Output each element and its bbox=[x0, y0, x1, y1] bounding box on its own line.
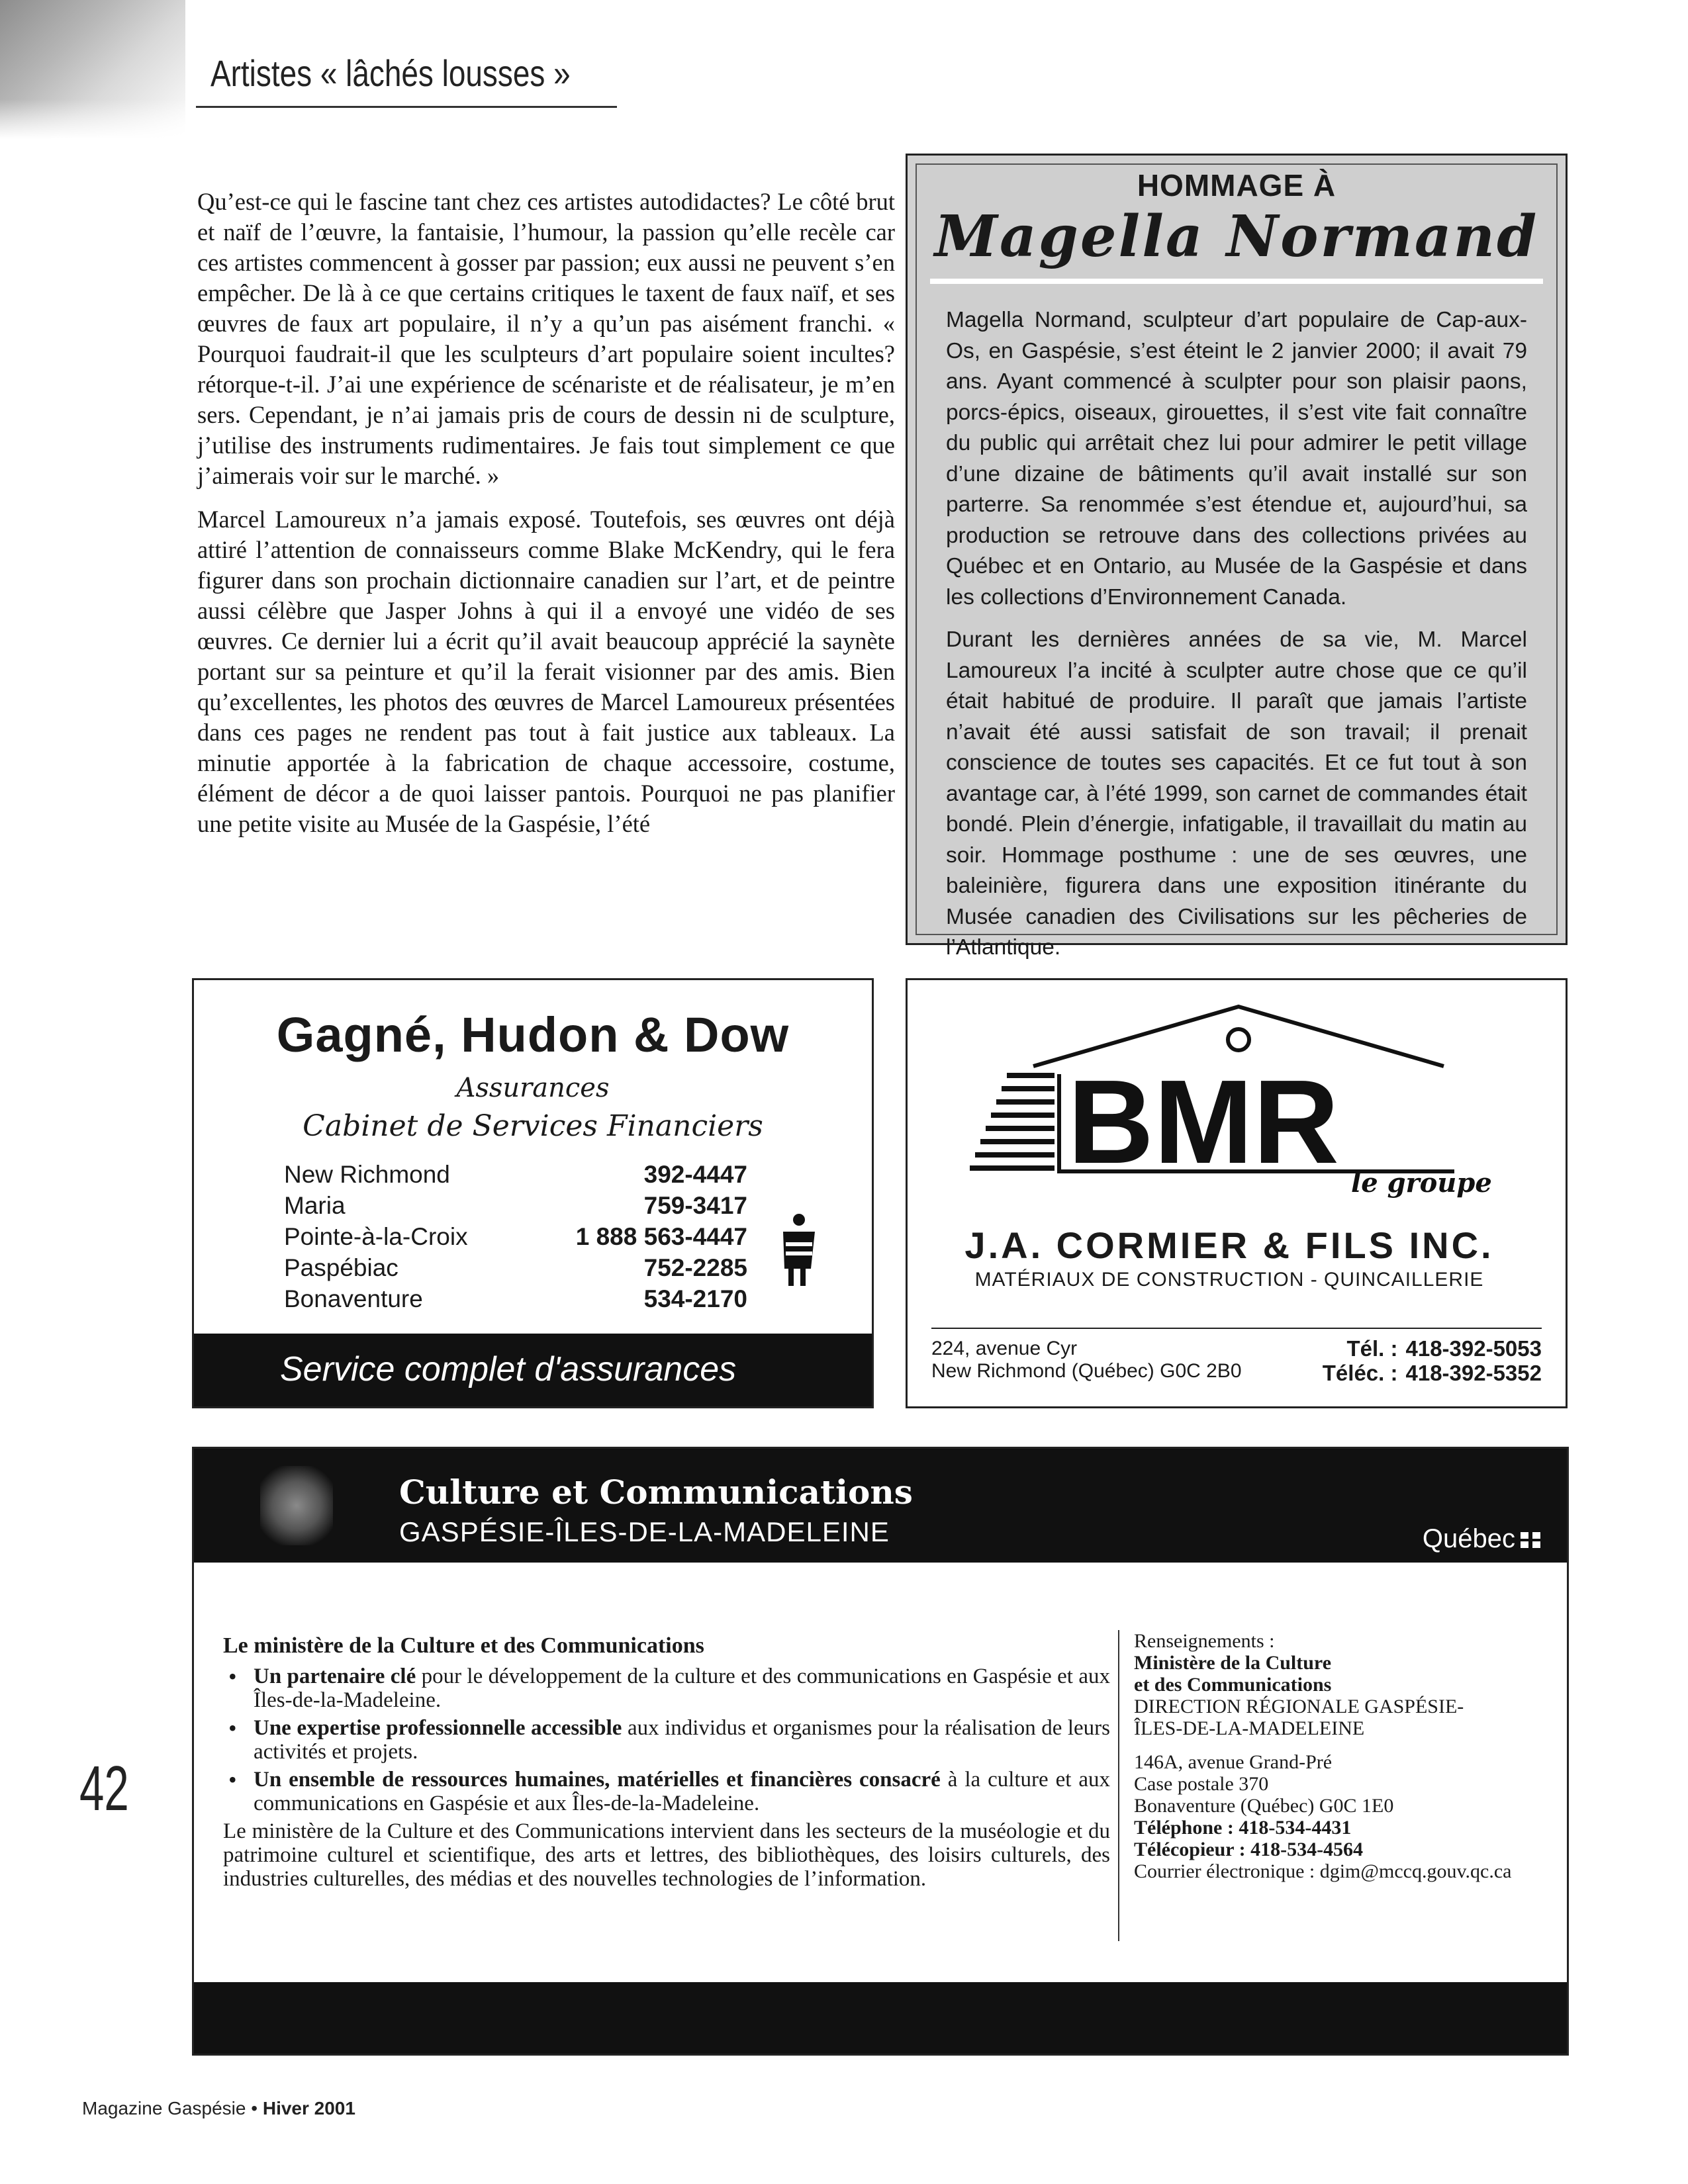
hommage-separator bbox=[930, 279, 1543, 284]
culture-description bbox=[223, 1634, 1110, 1891]
office-phone: 534-2170 bbox=[643, 1285, 747, 1312]
hommage-heading: HOMMAGE À bbox=[1137, 168, 1336, 203]
insurance-mark-icon bbox=[776, 1212, 819, 1291]
bmr-company-name: J.A. CORMIER & FILS INC. bbox=[964, 1224, 1494, 1266]
contact-email: Courrier électronique : dgim@mccq.gouv.qc.ca bbox=[1134, 1860, 1512, 1882]
office-city: Bonaventure bbox=[284, 1285, 423, 1312]
office-phone: 752-2285 bbox=[643, 1254, 747, 1281]
hommage-paragraph: Magella Normand, sculpteur d’art populaire de Cap-aux-Os, en Gaspésie, s’est éteint le 2 janvier 2000; il avait 79 ans. Ayant commencé à sculpter pour son plaisir paons, porcs-épics, oiseaux, girouettes, il s’est vite fait connaître du public qui arrêtait chez lui pour admirer le petit village d’une dizaine de bâtiments qu’il avait installé sur son parterre. Sa renommée s’est étendue et, aujourd’hui, sa production se retrouve dans des collections privées au Québec et en Ontario, au Musée de la Gaspésie et dans les collections d’Environnement Canada. bbox=[946, 308, 1527, 610]
culture-paragraph: Le ministère de la Culture et des Communications intervient dans les secteurs de la muséologie et du patrimoine culturel et scientifique, des arts et lettres, des bibliothèques, des loisirs culturels, des industries culturelles, des médias et des nouvelles technologies de l’information. bbox=[223, 1819, 1110, 1891]
culture-lead: Le ministère de la Culture et des Communications bbox=[223, 1633, 704, 1658]
column-divider bbox=[1118, 1630, 1119, 1941]
bmr-rule bbox=[931, 1328, 1542, 1329]
page-number: 42 bbox=[79, 1753, 129, 1824]
hommage-box bbox=[906, 154, 1568, 960]
culture-bullet bbox=[223, 1768, 1110, 1815]
bullet-text: aux individus et organismes pour la réalisation de leurs activités et projets. bbox=[254, 1716, 1110, 1764]
quebec-logo bbox=[1423, 1524, 1540, 1554]
office-city: New Richmond bbox=[284, 1161, 450, 1188]
contact-info bbox=[1134, 1630, 1558, 1882]
gagne-subtitle: Cabinet de Services Financiers bbox=[303, 1109, 763, 1143]
quebec-flag-icon bbox=[1521, 1532, 1540, 1548]
office-city: Paspébiac bbox=[284, 1254, 399, 1281]
office-row bbox=[284, 1283, 747, 1314]
culture-bullet bbox=[223, 1664, 1110, 1712]
bullet-bold: Un partenaire clé bbox=[254, 1664, 416, 1688]
culture-communications-ad bbox=[192, 1447, 1569, 2056]
office-row bbox=[284, 1221, 747, 1252]
culture-header-band bbox=[194, 1449, 1567, 1563]
magazine-name: Magazine Gaspésie • bbox=[82, 2098, 263, 2118]
page-title: Artistes « lâchés lousses » bbox=[211, 52, 571, 94]
gagne-subtitle: Assurances bbox=[456, 1073, 610, 1103]
office-city: Maria bbox=[284, 1192, 346, 1219]
bmr-tel: 418-392-5053 bbox=[1405, 1336, 1542, 1361]
gagne-logo-text: Gagné, Hudon & Dow bbox=[276, 1007, 790, 1062]
culture-subtitle: GASPÉSIE-ÎLES-DE-LA-MADELEINE bbox=[399, 1516, 890, 1547]
article-paragraph: Marcel Lamoureux n’a jamais exposé. Toutefois, ses œuvres ont déjà attiré l’attention de connaisseurs comme Blake McKendry, qui le fera figurer dans son prochain dictionnaire canadien sur l’art, et de peintre aussi célèbre que Jasper Johns à qui il a envoyé une vidéo de ses œuvres. Ce dernier lui a écrit qu’il avait beaucoup apprécié la saynète portant sur sa peinture et qu’il la ferait visionner par des amis. Bien qu’excellentes, les photos des œuvres de Marcel Lamoureux présentées dans ces pages ne rendent pas tout à fait justice aux tableaux. La minutie apportée à la fabrication de chaque accessoire, costume, élément de décor a de quoi laisser pantois. Pourquoi ne pas planifier une petite visite au Musée de la Gaspésie, l’été bbox=[197, 506, 895, 837]
bmr-fax-row bbox=[1298, 1361, 1542, 1385]
culture-footer-band bbox=[194, 1982, 1567, 2054]
bmr-address-line: 224, avenue Cyr bbox=[931, 1338, 1078, 1359]
bullet-text: à la culture et aux communications en Gaspésie et aux Îles-de-la-Madeleine. bbox=[254, 1768, 1111, 1815]
hommage-paragraph: Durant les dernières années de sa vie, M. Marcel Lamoureux l’a incité à sculpter autre chose que ce qu’il était habitué de produire. Il paraît que jamais l’artiste n’avait été aussi satisfait de son travail; il prenait conscience de toutes ses capacités. Et ce fut tout à son avantage car, à l’été 1999, son carnet de commandes était bondé. Plein d’énergie, infatigable, il travaillait du matin au soir. Hommage posthume : une de ses œuvres, une baleinière, figurera dans une exposition itinérante du Musée canadien des Civilisations sur les pêcheries de l’Atlantique. bbox=[946, 627, 1527, 960]
contact-org: Ministère de la Culture bbox=[1134, 1652, 1332, 1674]
contact-phone: Téléphone : 418-534-4431 bbox=[1134, 1817, 1352, 1839]
gagne-hudon-dow-ad bbox=[192, 978, 874, 1408]
bmr-address bbox=[931, 1338, 1242, 1383]
bmr-address-line: New Richmond (Québec) G0C 2B0 bbox=[931, 1360, 1242, 1382]
bmr-tel-label: Tél. : bbox=[1346, 1336, 1398, 1361]
bmr-fax-label: Téléc. : bbox=[1322, 1361, 1398, 1385]
office-row bbox=[284, 1159, 747, 1190]
torn-paper-texture bbox=[0, 0, 185, 139]
contact-gap bbox=[1134, 1739, 1558, 1751]
building-photo bbox=[260, 1466, 333, 1545]
magazine-issue: Hiver 2001 bbox=[262, 2098, 355, 2118]
office-row bbox=[284, 1190, 747, 1221]
bullet-bold: Un ensemble de ressources humaines, matérielles et financières consacré bbox=[254, 1768, 941, 1792]
office-city: Pointe-à-la-Croix bbox=[284, 1223, 468, 1250]
magazine-footer bbox=[82, 2098, 355, 2119]
title-rule bbox=[196, 106, 617, 108]
contact-address: Bonaventure (Québec) G0C 1E0 bbox=[1134, 1795, 1394, 1817]
culture-bullet bbox=[223, 1716, 1110, 1764]
bmr-ad bbox=[906, 978, 1568, 1408]
article-body bbox=[197, 187, 895, 852]
contact-heading: Renseignements : bbox=[1134, 1630, 1275, 1652]
contact-fax: Télécopieur : 418-534-4564 bbox=[1134, 1839, 1364, 1860]
quebec-wordmark: Québec bbox=[1422, 1524, 1515, 1553]
bmr-phones bbox=[1298, 1336, 1542, 1385]
contact-address: 146A, avenue Grand-Pré bbox=[1134, 1751, 1333, 1773]
hommage-body bbox=[946, 305, 1527, 976]
bmr-logo-text: BMR bbox=[1068, 1056, 1339, 1189]
office-phone: 1 888 563-4447 bbox=[575, 1223, 747, 1250]
bmr-logo-subtext: le groupe bbox=[1351, 1167, 1492, 1199]
bmr-logo-icon bbox=[927, 993, 1550, 1212]
contact-direction: DIRECTION RÉGIONALE GASPÉSIE- bbox=[1134, 1696, 1464, 1717]
office-list bbox=[284, 1159, 747, 1314]
bullet-bold: Une expertise professionnelle accessible bbox=[254, 1716, 622, 1740]
bmr-fax: 418-392-5352 bbox=[1405, 1361, 1542, 1385]
office-phone: 759-3417 bbox=[643, 1192, 747, 1219]
contact-direction: ÎLES-DE-LA-MADELEINE bbox=[1134, 1717, 1365, 1739]
bullet-text: pour le développement de la culture et des communications en Gaspésie et aux Îles-de-la-Madeleine. bbox=[254, 1664, 1110, 1712]
office-phone: 392-4447 bbox=[643, 1161, 747, 1188]
contact-org: et des Communications bbox=[1134, 1674, 1332, 1696]
contact-address: Case postale 370 bbox=[1134, 1773, 1269, 1795]
hommage-inner bbox=[915, 163, 1558, 960]
article-paragraph: Qu’est-ce qui le fascine tant chez ces artistes autodidactes? Le côté brut et naïf de l’œuvre, la fantaisie, l’humour, la passion qu’elle recèle car ces artistes commencent à gosser par passion; eux aussi ne peuvent s’en empêcher. De là à ce que certains critiques le taxent de faux naïf, et ses œuvres de faux art populaire, il n’y a qu’un pas aisément franchi. « Pourquoi faudrait-il que les sculpteurs d’art populaire soient incultes? rétorque-t-il. J’ai une expérience de scénariste et de réalisateur, je m’en sers. Cependant, je n’ai jamais pris de cours de dessin ni de sculpture, j’utilise des instruments rudimentaires. Je fais tout simplement ce que j’aimerais voir sur le marché. » bbox=[197, 188, 895, 489]
bmr-tagline: MATÉRIAUX DE CONSTRUCTION - QUINCAILLERIE bbox=[974, 1269, 1484, 1291]
culture-title: Culture et Communications bbox=[399, 1473, 913, 1512]
bmr-tel-row bbox=[1298, 1336, 1542, 1361]
hommage-name: Magella Normand bbox=[934, 203, 1539, 270]
culture-bullets bbox=[223, 1664, 1110, 1815]
gagne-footer-band: Service complet d'assurances bbox=[194, 1334, 872, 1406]
office-row bbox=[284, 1252, 747, 1283]
